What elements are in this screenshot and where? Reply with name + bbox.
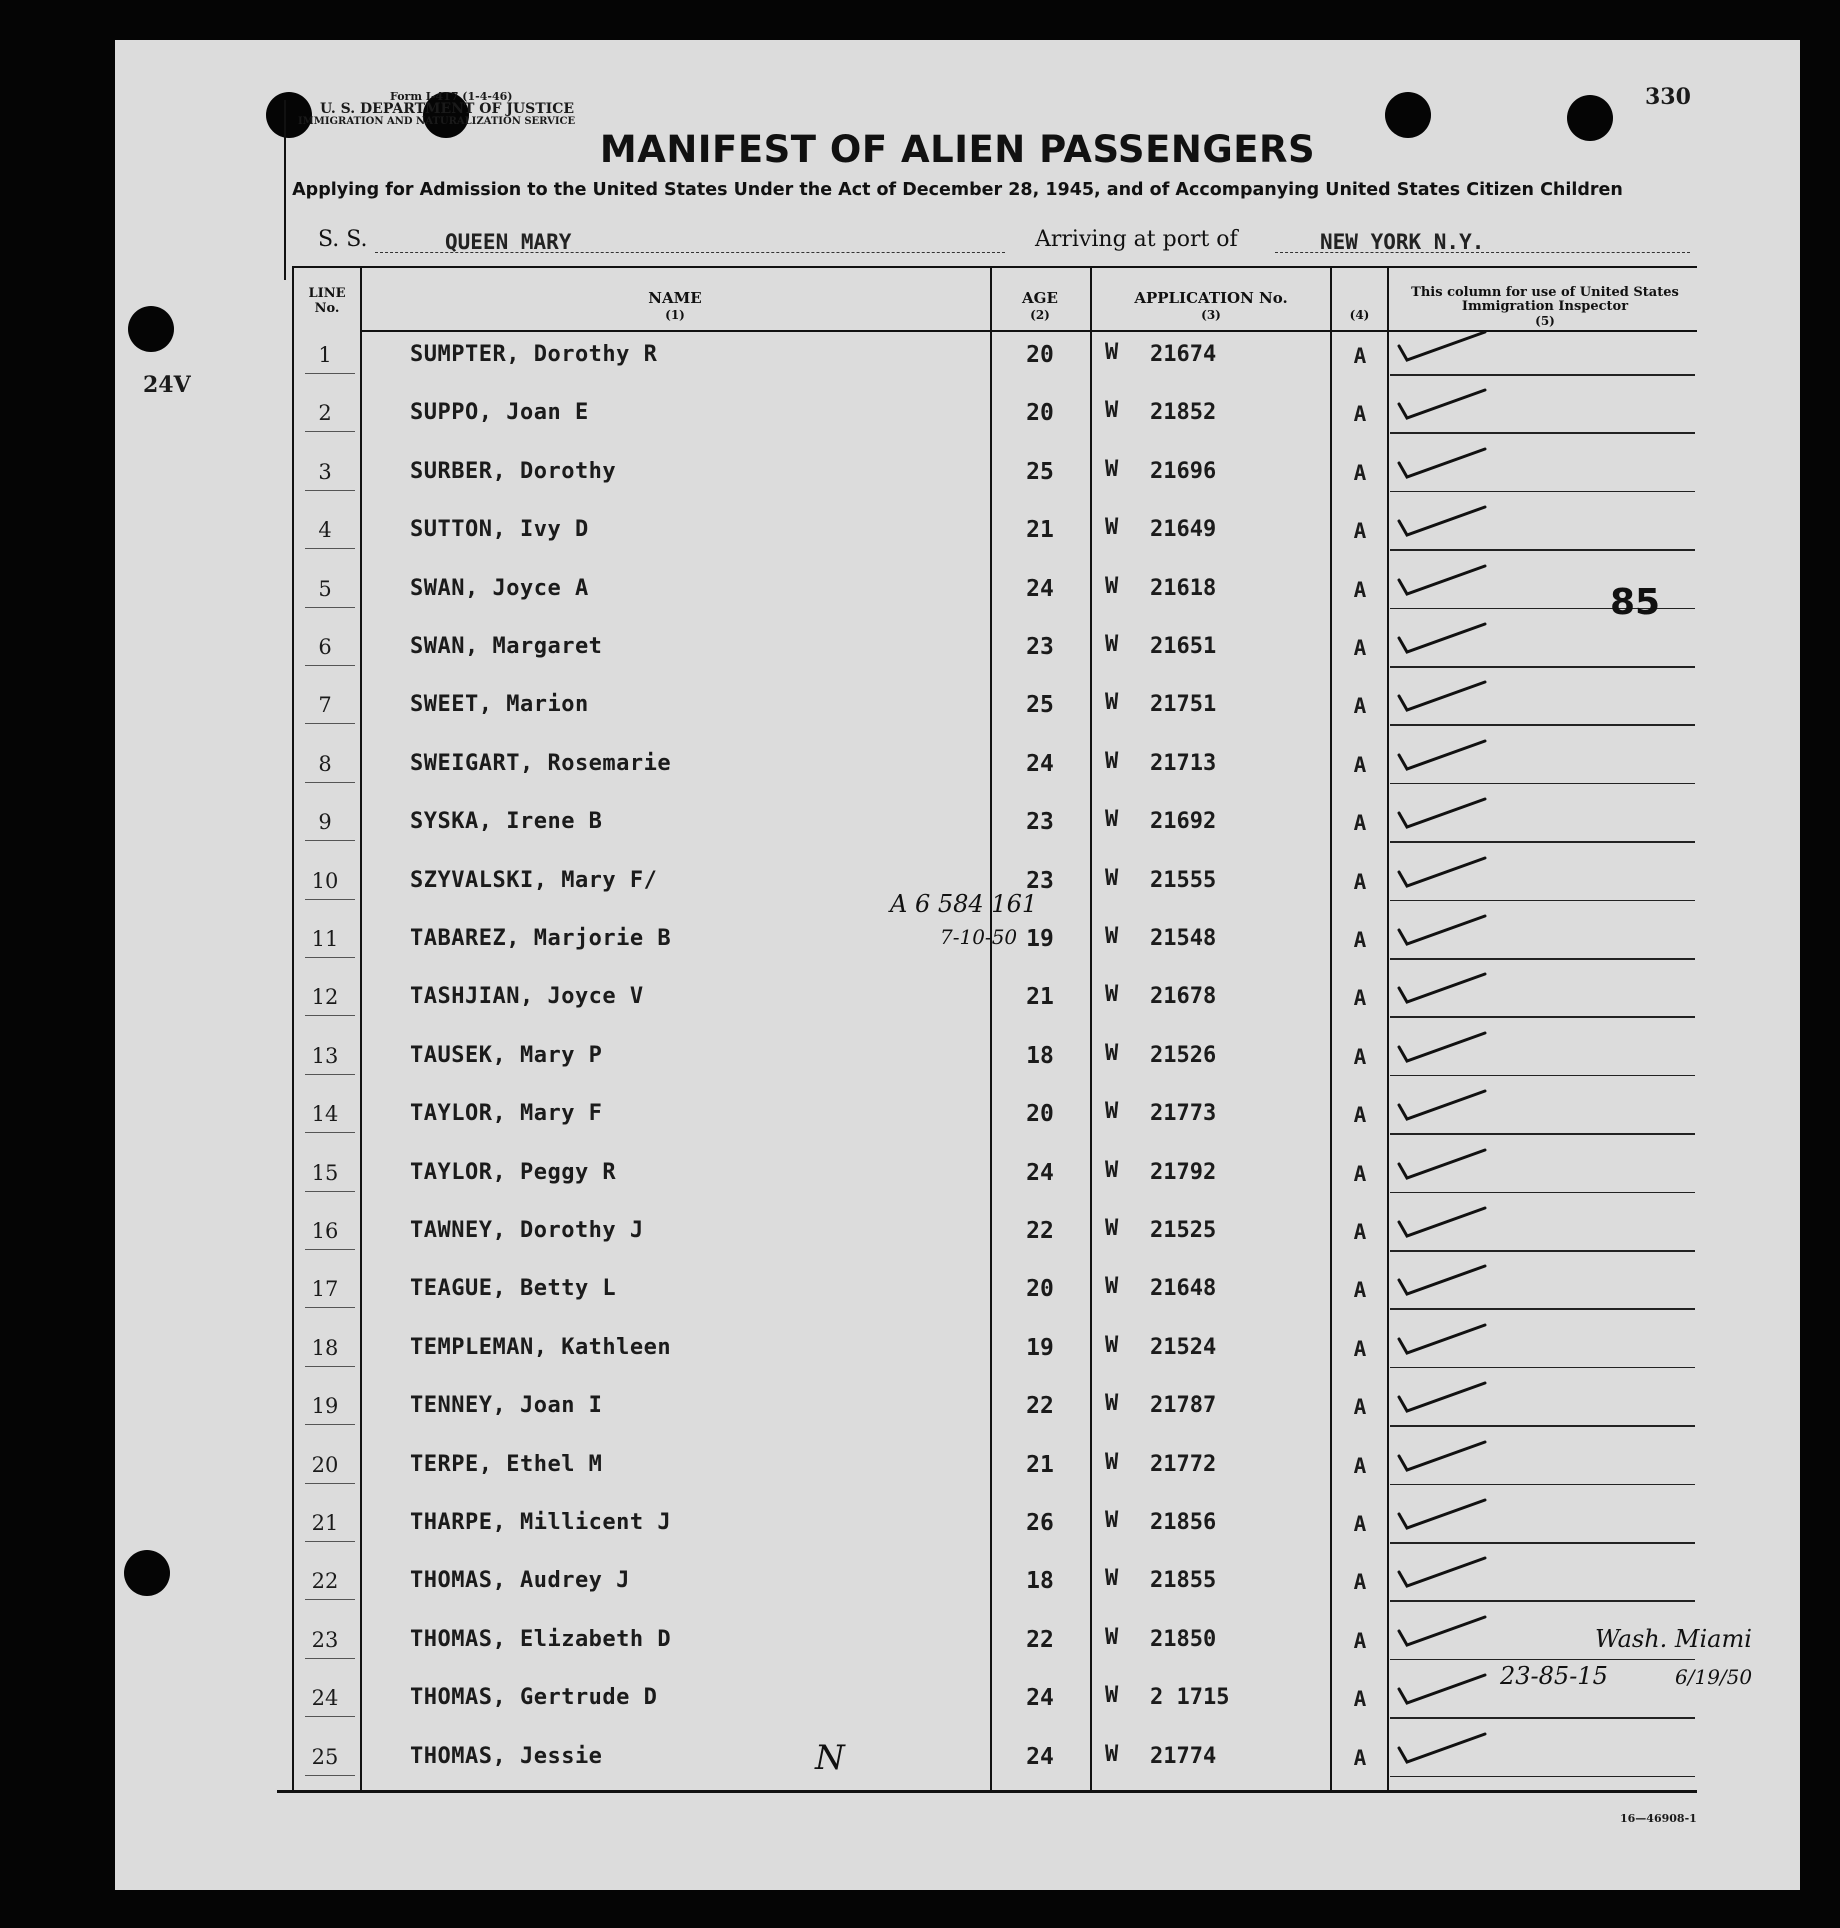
row-line-number: 12: [311, 985, 339, 1010]
row-line-rule: [305, 1015, 355, 1016]
row-application-number: 21850: [1150, 1626, 1217, 1652]
row-application-number: 21792: [1150, 1159, 1217, 1185]
row-age: 25: [1026, 458, 1054, 485]
row-code: A: [1353, 344, 1367, 368]
row-name: SWAN, Joyce A: [410, 575, 589, 601]
row-age: 25: [1026, 692, 1054, 719]
form-number: Form I-417 (1-4-46): [390, 90, 513, 103]
row-application-prefix: W: [1105, 340, 1119, 365]
row-code: A: [1353, 460, 1367, 485]
row-application-number: 21713: [1150, 750, 1217, 776]
document-title: MANIFEST OF ALIEN PASSENGERS: [599, 128, 1316, 171]
row-age: 23: [1026, 867, 1054, 894]
row-age: 21: [1026, 984, 1054, 1011]
row-name: SWEIGART, Rosemarie: [410, 750, 672, 776]
inspector-check-mark: [1393, 443, 1503, 493]
row-application-prefix: W: [1105, 807, 1119, 833]
row-line-rule: [305, 1191, 355, 1192]
col-4-number: (4): [1349, 308, 1370, 322]
row-age: 18: [1026, 1042, 1054, 1069]
row-line-number: 15: [311, 1160, 339, 1185]
row-name: TEAGUE, Betty L: [410, 1276, 617, 1302]
inspector-check-mark: [1393, 1377, 1503, 1427]
inspector-check-mark: [1393, 1260, 1503, 1310]
ship-name: QUEEN MARY: [445, 230, 572, 254]
row-line-rule: [305, 607, 355, 608]
service-name: IMMIGRATION AND NATURALIZATION SERVICE: [298, 116, 576, 127]
row-line-number: 11: [311, 927, 339, 951]
row-application-number: 21787: [1150, 1393, 1217, 1419]
row-line-number: 19: [311, 1394, 339, 1419]
inspector-check-mark: [1393, 852, 1503, 902]
row-line-rule: [305, 490, 355, 491]
row-code: A: [1353, 928, 1367, 952]
row-application-number: 21674: [1150, 342, 1217, 367]
table-top-rule: [292, 266, 1697, 268]
row-name: TAYLOR, Peggy R: [410, 1159, 617, 1185]
inspector-check-mark: [1393, 1728, 1503, 1778]
row-application-number: 21651: [1150, 634, 1217, 659]
row-line-rule: [305, 1074, 355, 1075]
row-line-number: 10: [311, 868, 339, 893]
inspector-check-mark: [1393, 501, 1503, 551]
row-line-number: 8: [318, 751, 332, 776]
port-name: NEW YORK N.Y.: [1320, 230, 1485, 254]
row-code: A: [1353, 1628, 1367, 1653]
row-application-prefix: W: [1105, 1449, 1119, 1475]
row-name: SUTTON, Ivy D: [410, 517, 589, 543]
row-name: THOMAS, Elizabeth D: [410, 1626, 672, 1652]
row-application-prefix: W: [1105, 924, 1119, 949]
row-application-number: 21678: [1150, 984, 1217, 1010]
ship-label: S. S.: [318, 227, 368, 252]
row-name: TERPE, Ethel M: [410, 1451, 603, 1477]
row-name: TEMPLEMAN, Kathleen: [410, 1334, 672, 1360]
row-application-number: 21855: [1150, 1568, 1217, 1594]
document-subtitle: Applying for Admission to the United States Under the Act of December 28, 1945, and of Accompanying United States Citizen Children: [292, 180, 1623, 200]
punch-hole: [124, 1550, 170, 1596]
row-age: 20: [1026, 400, 1054, 427]
row-line-rule: [305, 373, 355, 374]
row-application-prefix: W: [1105, 1216, 1119, 1241]
row-application-prefix: W: [1105, 982, 1119, 1008]
row10-handwritten-note: A 6 584 161: [890, 890, 1038, 918]
row-application-prefix: W: [1105, 398, 1119, 424]
row-line-rule: [305, 1541, 355, 1542]
row-application-prefix: W: [1105, 1274, 1119, 1300]
row-line-rule: [305, 1366, 355, 1367]
row-line-number: 5: [318, 576, 332, 601]
row-code: A: [1353, 1103, 1367, 1128]
inspector-check-mark: [1393, 326, 1503, 376]
row-line-rule: [305, 548, 355, 549]
row-line-rule: [305, 665, 355, 666]
row-age: 26: [1026, 1510, 1054, 1536]
row-line-number: 1: [318, 343, 332, 367]
row-name: SUMPTER, Dorothy R: [410, 342, 658, 367]
row-age: 24: [1026, 1743, 1054, 1770]
row-application-number: 21696: [1150, 458, 1217, 484]
row-code: A: [1353, 1336, 1367, 1361]
row-application-number: 21525: [1150, 1218, 1217, 1243]
row-application-prefix: W: [1105, 865, 1119, 891]
row-application-prefix: W: [1105, 1566, 1119, 1592]
row-name: THOMAS, Gertrude D: [410, 1685, 658, 1711]
inspector-check-mark: [1393, 968, 1503, 1018]
row-name: TAWNEY, Dorothy J: [410, 1218, 644, 1243]
row-line-number: 25: [311, 1744, 339, 1769]
row-line-number: 9: [318, 810, 332, 835]
row-application-prefix: W: [1105, 1332, 1119, 1358]
row-age: 23: [1026, 809, 1054, 836]
row-name: THARPE, Millicent J: [410, 1510, 672, 1535]
row-code: A: [1353, 636, 1367, 660]
row-application-prefix: W: [1105, 1157, 1119, 1183]
port-label: Arriving at port of: [1035, 227, 1238, 252]
row-application-prefix: W: [1105, 1040, 1119, 1066]
row-code: A: [1353, 1687, 1367, 1712]
row-line-number: 14: [311, 1102, 339, 1127]
row-age: 21: [1026, 517, 1054, 544]
row-line-number: 23: [311, 1627, 339, 1652]
inspector-check-mark: [1393, 1144, 1503, 1194]
row-code: A: [1353, 1570, 1367, 1595]
row-line-rule: [305, 1424, 355, 1425]
row-line-number: 13: [311, 1043, 339, 1068]
col-age-number: (2): [1030, 308, 1050, 322]
row-application-number: 21692: [1150, 809, 1217, 835]
row-application-number: 21555: [1150, 867, 1217, 893]
tally-number: 85: [1610, 582, 1661, 623]
row-name: THOMAS, Jessie: [410, 1743, 603, 1769]
col-inspector-header: This column for use of United States Immigration Inspector: [1411, 285, 1679, 314]
row-code: A: [1353, 1395, 1367, 1420]
row-application-number: 21772: [1150, 1451, 1217, 1477]
row-line-rule: [305, 1716, 355, 1717]
inspector-check-mark: [1393, 676, 1503, 726]
row-age: 21: [1026, 1451, 1054, 1478]
row-line-rule: [305, 1249, 355, 1250]
col-age-header: AGE: [1022, 289, 1058, 307]
inspector-check-mark: [1393, 735, 1503, 785]
row-age: 22: [1026, 1218, 1054, 1244]
row-line-number: 22: [311, 1569, 339, 1594]
row-name: TAYLOR, Mary F: [410, 1101, 603, 1127]
row-line-number: 18: [311, 1335, 339, 1360]
row-name: SZYVALSKI, Mary F/: [410, 867, 658, 893]
row-name: THOMAS, Audrey J: [410, 1568, 630, 1594]
col-line-header: LINE No.: [308, 286, 346, 316]
row-application-prefix: W: [1105, 748, 1119, 774]
row-code: A: [1353, 752, 1367, 777]
row23-handwritten-code: 23-85-15: [1500, 1662, 1608, 1690]
row-line-number: 2: [318, 401, 332, 426]
page-number: 330: [1645, 84, 1691, 110]
row-code: A: [1353, 694, 1367, 719]
row-application-prefix: W: [1105, 632, 1119, 657]
row-code: A: [1353, 811, 1367, 836]
row-age: 24: [1026, 575, 1054, 602]
row-application-prefix: W: [1105, 1624, 1119, 1650]
row-application-number: 21856: [1150, 1510, 1217, 1535]
row-line-number: 21: [311, 1511, 339, 1535]
row-code: A: [1353, 577, 1367, 602]
row-name: SYSKA, Irene B: [410, 809, 603, 835]
row-application-number: 21648: [1150, 1276, 1217, 1302]
row-line-rule: [305, 1132, 355, 1133]
row-code: A: [1353, 519, 1367, 544]
row-code: A: [1353, 986, 1367, 1011]
row-application-prefix: W: [1105, 690, 1119, 716]
row-age: 24: [1026, 1685, 1054, 1712]
row-application-prefix: W: [1105, 573, 1119, 599]
row-line-number: 3: [318, 459, 332, 484]
row23-handwritten-note: Wash. Miami: [1595, 1625, 1752, 1653]
row-age: 18: [1026, 1568, 1054, 1595]
row-application-number: 21774: [1150, 1743, 1217, 1769]
inspector-check-mark: [1393, 793, 1503, 843]
row-application-prefix: W: [1105, 1741, 1119, 1767]
row-application-number: 21852: [1150, 400, 1217, 426]
row-name: TAUSEK, Mary P: [410, 1042, 603, 1068]
row-line-rule: [305, 899, 355, 900]
row-age: 23: [1026, 634, 1054, 660]
inspector-check-mark: [1393, 1436, 1503, 1486]
row-age: 24: [1026, 1159, 1054, 1186]
inspector-check-mark: [1393, 1611, 1503, 1661]
row-code: A: [1353, 1220, 1367, 1244]
row24-handwritten-mark: N: [815, 1738, 845, 1778]
row-name: TABAREZ, Marjorie B: [410, 926, 672, 951]
col-name-header: NAME: [648, 289, 702, 307]
row-line-rule: [305, 1775, 355, 1776]
inspector-check-mark: [1393, 1319, 1503, 1369]
row-line-number: 6: [318, 635, 332, 659]
inspector-check-mark: [1393, 1085, 1503, 1135]
table-bottom-rule: [277, 1790, 1697, 1793]
row-age: 20: [1026, 1276, 1054, 1303]
row-line-number: 4: [318, 518, 332, 543]
row-code: A: [1353, 1278, 1367, 1303]
row-application-number: 21526: [1150, 1042, 1217, 1068]
row-code: A: [1353, 1453, 1367, 1478]
row-code: A: [1353, 1512, 1367, 1536]
department-name: U. S. DEPARTMENT OF JUSTICE: [320, 101, 575, 117]
row-line-rule: [305, 782, 355, 783]
col-application-number: (3): [1201, 308, 1221, 322]
inspector-check-mark: [1393, 618, 1503, 668]
col-name-number: (1): [665, 308, 685, 322]
row-application-prefix: W: [1105, 1099, 1119, 1125]
inspector-check-mark: [1393, 1494, 1503, 1544]
row-application-number: 21548: [1150, 926, 1217, 951]
row-age: 24: [1026, 750, 1054, 777]
row-line-rule: [305, 431, 355, 432]
row-application-number: 21524: [1150, 1334, 1217, 1360]
row-name: TASHJIAN, Joyce V: [410, 984, 644, 1010]
inspector-check-mark: [1393, 1202, 1503, 1252]
row-age: 22: [1026, 1393, 1054, 1420]
row10-handwritten-date: 7-10-50: [940, 925, 1018, 949]
row-age: 19: [1026, 926, 1054, 952]
row23-handwritten-date: 6/19/50: [1675, 1665, 1753, 1689]
row-application-number: 21751: [1150, 692, 1217, 718]
margin-mark: 24V: [143, 372, 191, 398]
row-line-rule: [305, 1599, 355, 1600]
row-line-number: 24: [311, 1686, 339, 1711]
row-application-prefix: W: [1105, 456, 1119, 482]
row-name: SURBER, Dorothy: [410, 458, 617, 484]
row-name: SUPPO, Joan E: [410, 400, 589, 426]
row-line-number: 20: [311, 1452, 339, 1477]
inspector-check-mark: [1393, 1552, 1503, 1602]
inspector-check-mark: [1393, 1669, 1503, 1719]
punch-hole: [128, 306, 174, 352]
inspector-check-mark: [1393, 910, 1503, 960]
row-code: A: [1353, 1745, 1367, 1770]
row-name: SWEET, Marion: [410, 692, 589, 718]
row-application-prefix: W: [1105, 515, 1119, 541]
row-application-number: 21773: [1150, 1101, 1217, 1127]
row-application-prefix: W: [1105, 1508, 1119, 1533]
row-application-prefix: W: [1105, 1683, 1119, 1709]
row-code: A: [1353, 1161, 1367, 1186]
footer-code: 16—46908-1: [1620, 1812, 1697, 1825]
row-line-rule: [305, 723, 355, 724]
row-age: 20: [1026, 1101, 1054, 1128]
row-application-prefix: W: [1105, 1391, 1119, 1417]
row-name: TENNEY, Joan I: [410, 1393, 603, 1419]
inspector-check-mark: [1393, 384, 1503, 434]
row-code: A: [1353, 869, 1367, 894]
row-age: 20: [1026, 342, 1054, 368]
col-application-header: APPLICATION No.: [1134, 289, 1288, 307]
row-line-number: 7: [318, 693, 332, 718]
row-line-rule: [305, 957, 355, 958]
row-application-number: 21618: [1150, 575, 1217, 601]
manifest-sheet: [115, 40, 1800, 1890]
row-name: SWAN, Margaret: [410, 634, 603, 659]
row-line-rule: [305, 1658, 355, 1659]
row-age: 19: [1026, 1334, 1054, 1361]
row-age: 22: [1026, 1626, 1054, 1653]
row-application-number: 21649: [1150, 517, 1217, 543]
row-application-number: 2 1715: [1150, 1685, 1230, 1711]
row-line-rule: [305, 1307, 355, 1308]
row-code: A: [1353, 402, 1367, 427]
col-inspector-number: (5): [1535, 314, 1555, 328]
row-code: A: [1353, 1044, 1367, 1069]
row-line-number: 17: [311, 1277, 339, 1302]
row-line-number: 16: [311, 1219, 339, 1243]
inspector-check-mark: [1393, 560, 1503, 610]
row-line-rule: [305, 840, 355, 841]
row-line-rule: [305, 1483, 355, 1484]
inspector-check-mark: [1393, 1027, 1503, 1077]
